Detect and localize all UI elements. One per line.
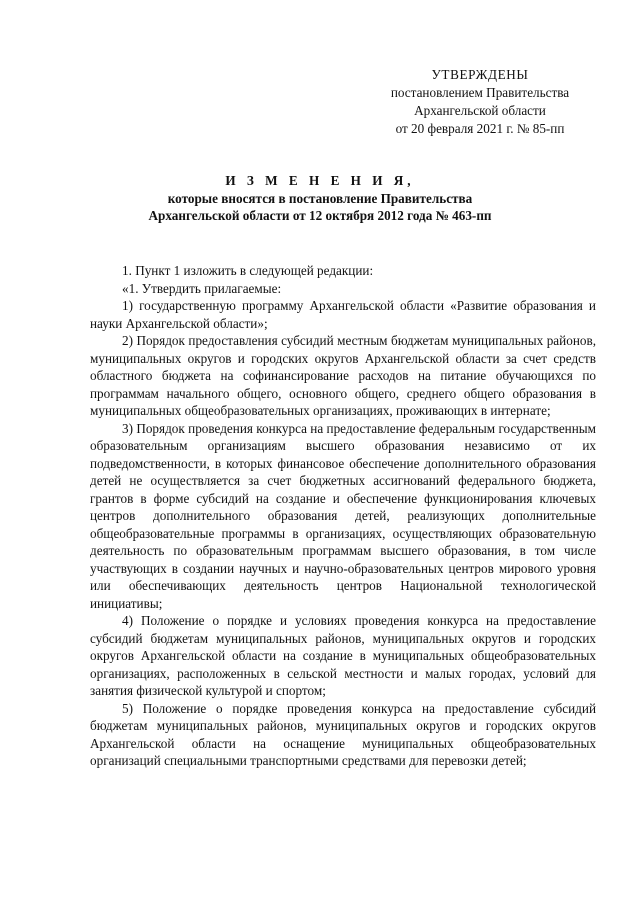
approval-title: УТВЕРЖДЕНЫ [431, 67, 529, 82]
paragraph-subitem-3: 3) Порядок проведения конкурса на предоставление федеральным государственным образовательным организациям высшего образования независимо от их подведомственности, в которых финансовое обеспечение дополнительного образования детей не осуществляется за счет бюджетных ассигнований федерального бюджета, грантов в форме субсидий на создание и обеспечение функционирования ключевых центров дополнительного образования детей, реализующих дополнительные общеобразовательные программы в организациях, осуществляющих образовательную деятельность по образовательным программам высшего образования, в том числе участвующих в создании научных и научно-образовательных центров мирового уровня или обеспечивающих деятельность центров Национальной технологической инициативы; [90, 420, 596, 611]
paragraph-subitem-4: 4) Положение о порядке и условиях проведения конкурса на предоставление субсидий бюджетам муниципальных районов, муниципальных округов и городских округов Архангельской области на создание в муниципальных общеобразовательных организациях, расположенных в сельской местности и малых городах, условий для занятия физической культурой и спортом; [90, 613, 596, 698]
heading-subtitle-line1: которые вносятся в постановление Правительства [167, 190, 473, 206]
approval-line-resolution: постановлением Правительства [390, 85, 570, 100]
approval-line-region: Архангельской области [414, 103, 546, 118]
paragraph-item-1: 1. Пункт 1 изложить в следующей редакции: [122, 263, 374, 278]
document-heading [40, 172, 600, 225]
heading-subtitle-line2: Архангельской области от 12 октября 2012 года № 463-пп [148, 208, 492, 223]
paragraph-subitem-1: 1) государственную программу Архангельской области «Развитие образования и науки Архангельской области»; [90, 298, 596, 331]
document-body [90, 262, 596, 770]
paragraph-subitem-5: 5) Положение о порядке проведения конкурса на предоставление субсидий бюджетам муниципальных районов, муниципальных округов и городских округов Архангельской области на оснащение муниципальных общеобразовательных организаций специальными транспортными средствами для перевозки детей; [90, 700, 596, 768]
approval-line-date: от 20 февраля 2021 г. № 85-пп [395, 121, 565, 136]
paragraph-approve-intro: «1. Утвердить прилагаемые: [122, 280, 282, 296]
paragraph-subitem-2: 2) Порядок предоставления субсидий местным бюджетам муниципальных районов, муниципальных округов и городских округов Архангельской области за счет средств областного бюджета на софинансирование расходов на питание обучающихся по программам начального общего, основного общего, среднего общего образования в муниципальных общеобразовательных организациях, проживающих в интернате; [90, 333, 596, 418]
heading-title: И З М Е Н Е Н И Я, [225, 173, 415, 188]
approval-stamp [360, 66, 600, 138]
